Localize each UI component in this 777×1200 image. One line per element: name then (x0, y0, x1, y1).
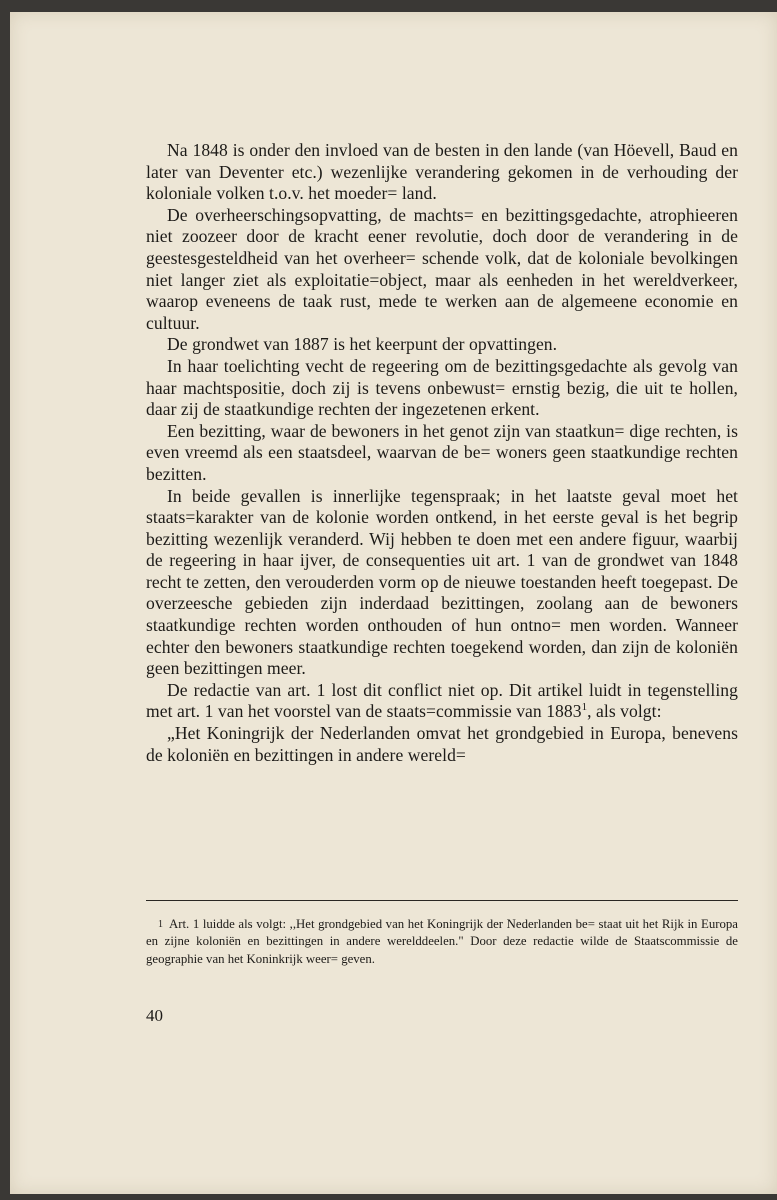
paragraph-text-tail: , als volgt: (587, 701, 662, 722)
book-page (10, 12, 777, 1194)
footnote-marker: 1 (158, 919, 163, 930)
paragraph: In haar toelichting vecht de regeering om de bezittingsgedachte als gevolg van haar machtspositie, doch zij is tevens onbewust= ernstig bezig, die uit te hollen, daar zij de staatkundige rechten der ingezetenen erkent. (146, 355, 738, 420)
footnote-divider (146, 900, 738, 901)
paragraph-text-tail: van 1883 (516, 701, 582, 722)
paragraph: „Het Koningrijk der Nederlanden omvat het grondgebied in Europa, benevens de koloniën en bezittingen in andere wereld= (146, 723, 738, 765)
paragraph: Na 1848 is onder den invloed van de besten in den lande (van Höevell, Baud en later van Deventer etc.) wezenlijke verandering gekomen in de verhouding der koloniale volken t.o.v. het moeder= land. (146, 140, 738, 204)
footnote-reference: 1 (581, 701, 588, 714)
paragraph (146, 680, 738, 723)
paragraph: In beide gevallen is innerlijke tegenspraak; in het laatste geval moet het staats=karakter van de kolonie worden ontkend, in het eerste geval is het begrip bezitting wezenlijk veranderd. Wij hebben te doen met een andere figuur, waarbij de regeering in haar ijver, de consequenties uit art. 1 van de grondwet van 1848 recht te zetten, den verouderden vorm op de nieuwe toestanden heeft toegepast. De overzeesche gebieden zijn inderdaad bezittingen, zoolang aan de bewoners staatkundige rechten worden onthouden of hun ontno= men worden. Wanneer echter den bewoners staatkundige rechten toegekend worden, dan zijn de koloniën geen bezittingen meer. (146, 485, 738, 679)
page-number: 40 (146, 1006, 163, 1025)
paragraph-text: De redactie van art. 1 lost dit conflict niet op. Dit artikel luidt in tegenstelling met art. 1 van het voorstel van de staats=commissie (146, 679, 738, 722)
footnote-text: Art. 1 luidde als volgt: ,,Het grondgebied van het Koningrijk der Nederlanden be= staat uit het Rijk in Europa en zijne koloniën en bezittingen in andere werelddeelen." Door deze redactie wilde de Staatscommissie de geographie van het Koninkrijk weer= geven. (146, 917, 738, 966)
paragraph: Een bezitting, waar de bewoners in het genot zijn van staatkun= dige rechten, is even vreemd als een staatsdeel, waarvan de be= woners geen staatkundige rechten bezitten. (146, 420, 738, 484)
main-text (146, 140, 738, 766)
paragraph: De overheerschingsopvatting, de machts= en bezittingsgedachte, atrophieeren niet zoozeer door de kracht eener revolutie, doch door de verandering in de geestesgesteldheid van het overheer= schende volk, dat de koloniale bevolkingen niet langer ziet als exploitatie=object, maar als eenheden in het wereldverkeer, waarop eveneens de taak rust, mede te werken aan de algemeene economie en cultuur. (146, 204, 738, 333)
paragraph: De grondwet van 1887 is het keerpunt der opvattingen. (167, 334, 558, 355)
footnote (146, 916, 738, 968)
